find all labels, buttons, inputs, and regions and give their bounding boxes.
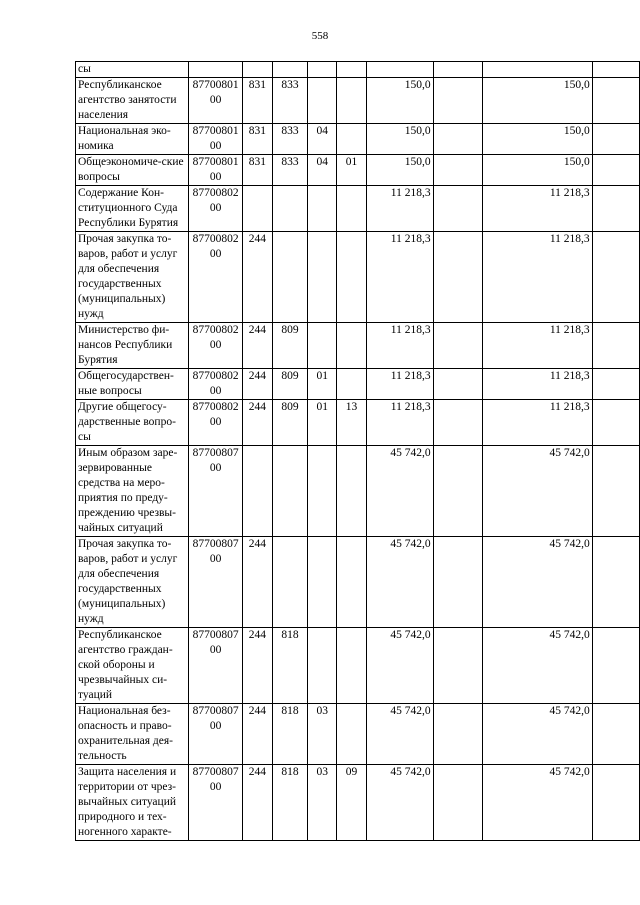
row-section-cell: 01 <box>308 369 337 400</box>
row-sum-total-cell: 11 218,3 <box>483 186 592 232</box>
row-empty-cell <box>433 446 483 537</box>
table-row <box>76 124 640 155</box>
row-sum-total-cell: 11 218,3 <box>483 232 592 323</box>
row-code-cell <box>189 62 243 78</box>
row-section-cell <box>308 232 337 323</box>
code-line-suffix: 00 <box>209 248 222 260</box>
row-sum-cell: 11 218,3 <box>366 400 433 446</box>
row-grbs-cell: 818 <box>272 704 307 765</box>
row-section-cell <box>308 186 337 232</box>
row-section-cell: 03 <box>308 765 337 841</box>
row-section-cell <box>308 62 337 78</box>
row-empty-cell <box>592 400 639 446</box>
table-row <box>76 78 640 124</box>
code-line-main: 87700802 <box>192 324 239 336</box>
row-name-cell: Республиканское агентство занятости населения <box>76 78 189 124</box>
row-code-cell <box>189 446 243 537</box>
row-grbs-cell <box>272 186 307 232</box>
budget-table-body <box>76 62 640 841</box>
row-grbs-cell: 833 <box>272 78 307 124</box>
row-vr-cell: 244 <box>242 369 272 400</box>
row-section-cell <box>308 446 337 537</box>
table-row <box>76 704 640 765</box>
row-vr-cell: 244 <box>242 704 272 765</box>
row-sum-cell: 11 218,3 <box>366 232 433 323</box>
row-subsection-cell <box>337 446 366 537</box>
page-number: 558 <box>311 30 329 42</box>
row-subsection-cell <box>337 628 366 704</box>
row-sum-cell: 11 218,3 <box>366 323 433 369</box>
row-sum-cell: 150,0 <box>366 78 433 124</box>
row-grbs-cell: 809 <box>272 369 307 400</box>
row-empty-cell <box>592 186 639 232</box>
row-sum-total-cell: 150,0 <box>483 78 592 124</box>
row-empty-cell <box>592 765 639 841</box>
row-code-cell <box>189 232 243 323</box>
row-empty-cell <box>592 62 639 78</box>
code-line-suffix: 00 <box>209 385 222 397</box>
row-empty-cell <box>433 628 483 704</box>
row-section-cell <box>308 537 337 628</box>
row-name-cell: Национальная без-опасность и право-охранительная дея-тельность <box>76 704 189 765</box>
code-line-suffix: 00 <box>209 140 222 152</box>
row-sum-total-cell <box>483 62 592 78</box>
table-row <box>76 186 640 232</box>
row-sum-cell: 11 218,3 <box>366 369 433 400</box>
row-vr-cell: 831 <box>242 124 272 155</box>
table-row <box>76 369 640 400</box>
row-vr-cell: 244 <box>242 400 272 446</box>
code-line-suffix: 00 <box>209 720 222 732</box>
row-code-cell <box>189 155 243 186</box>
code-line-main: 87700801 <box>192 79 239 91</box>
row-empty-cell <box>433 62 483 78</box>
budget-table <box>75 61 640 841</box>
row-empty-cell <box>592 628 639 704</box>
row-section-cell: 04 <box>308 155 337 186</box>
row-subsection-cell: 09 <box>337 765 366 841</box>
row-grbs-cell: 809 <box>272 400 307 446</box>
row-empty-cell <box>433 186 483 232</box>
code-line-suffix: 00 <box>209 644 222 656</box>
row-empty-cell <box>592 704 639 765</box>
row-vr-cell: 244 <box>242 232 272 323</box>
row-empty-cell <box>592 124 639 155</box>
table-row <box>76 765 640 841</box>
row-name-cell: Общеэкономиче-ские вопросы <box>76 155 189 186</box>
row-sum-cell: 45 742,0 <box>366 537 433 628</box>
row-vr-cell: 831 <box>242 78 272 124</box>
row-sum-cell: 150,0 <box>366 155 433 186</box>
row-code-cell <box>189 628 243 704</box>
row-empty-cell <box>433 323 483 369</box>
row-empty-cell <box>592 323 639 369</box>
row-empty-cell <box>433 369 483 400</box>
row-code-cell <box>189 765 243 841</box>
code-line-suffix: 00 <box>209 171 222 183</box>
row-subsection-cell <box>337 78 366 124</box>
code-line-main: 87700802 <box>192 401 239 413</box>
table-row <box>76 155 640 186</box>
code-line-suffix: 00 <box>209 94 222 106</box>
row-name-cell: Министерство фи-нансов Республики Бурятия <box>76 323 189 369</box>
row-empty-cell <box>592 155 639 186</box>
code-line-main: 87700802 <box>192 233 239 245</box>
table-row <box>76 537 640 628</box>
row-name-cell: Содержание Кон-ституционного Суда Республики Бурятия <box>76 186 189 232</box>
row-subsection-cell: 01 <box>337 155 366 186</box>
row-sum-total-cell: 150,0 <box>483 124 592 155</box>
row-subsection-cell <box>337 704 366 765</box>
row-code-cell <box>189 124 243 155</box>
row-section-cell <box>308 323 337 369</box>
row-subsection-cell <box>337 369 366 400</box>
code-line-main: 87700807 <box>192 629 239 641</box>
row-empty-cell <box>592 446 639 537</box>
row-section-cell <box>308 78 337 124</box>
row-name-cell: Иным образом заре-зервированные средства на меро-приятия по преду-преждению чрезвы-чайных ситуаций <box>76 446 189 537</box>
table-row <box>76 62 640 78</box>
row-empty-cell <box>433 232 483 323</box>
row-name-cell: Общегосударствен-ные вопросы <box>76 369 189 400</box>
row-empty-cell <box>433 400 483 446</box>
table-row <box>76 446 640 537</box>
row-grbs-cell: 818 <box>272 628 307 704</box>
row-sum-cell: 45 742,0 <box>366 446 433 537</box>
row-sum-cell: 45 742,0 <box>366 704 433 765</box>
code-line-suffix: 00 <box>209 202 222 214</box>
row-empty-cell <box>433 124 483 155</box>
table-row <box>76 323 640 369</box>
code-line-main: 87700802 <box>192 370 239 382</box>
row-name-cell: Прочая закупка то-варов, работ и услуг для обеспечения государственных (муниципальных) нужд <box>76 537 189 628</box>
code-line-main: 87700801 <box>192 125 239 137</box>
row-code-cell <box>189 323 243 369</box>
row-subsection-cell: 13 <box>337 400 366 446</box>
row-sum-cell: 11 218,3 <box>366 186 433 232</box>
code-line-main: 87700807 <box>192 766 239 778</box>
code-line-main: 87700802 <box>192 187 239 199</box>
row-empty-cell <box>592 78 639 124</box>
row-sum-total-cell: 45 742,0 <box>483 446 592 537</box>
code-line-main: 87700807 <box>192 447 239 459</box>
row-subsection-cell <box>337 537 366 628</box>
row-code-cell <box>189 186 243 232</box>
row-vr-cell: 831 <box>242 155 272 186</box>
row-subsection-cell <box>337 124 366 155</box>
code-line-main: 87700801 <box>192 156 239 168</box>
row-name-cell: Прочая закупка то-варов, работ и услуг для обеспечения государственных (муниципальных) нужд <box>76 232 189 323</box>
row-grbs-cell: 809 <box>272 323 307 369</box>
row-code-cell <box>189 369 243 400</box>
code-line-suffix: 00 <box>209 416 222 428</box>
code-line-main: 87700807 <box>192 538 239 550</box>
row-name-cell: Национальная эко-номика <box>76 124 189 155</box>
row-sum-total-cell: 45 742,0 <box>483 628 592 704</box>
row-grbs-cell: 818 <box>272 765 307 841</box>
row-sum-total-cell: 11 218,3 <box>483 323 592 369</box>
row-vr-cell <box>242 446 272 537</box>
row-section-cell: 03 <box>308 704 337 765</box>
row-section-cell <box>308 628 337 704</box>
row-section-cell: 01 <box>308 400 337 446</box>
table-row <box>76 232 640 323</box>
row-grbs-cell: 833 <box>272 155 307 186</box>
row-vr-cell <box>242 186 272 232</box>
row-vr-cell: 244 <box>242 765 272 841</box>
row-subsection-cell <box>337 323 366 369</box>
row-empty-cell <box>592 232 639 323</box>
row-grbs-cell: 833 <box>272 124 307 155</box>
table-row <box>76 628 640 704</box>
row-vr-cell: 244 <box>242 628 272 704</box>
row-vr-cell: 244 <box>242 323 272 369</box>
row-vr-cell <box>242 62 272 78</box>
row-name-cell: Республиканское агентство граждан-ской обороны и чрезвычайных си-туаций <box>76 628 189 704</box>
row-sum-total-cell: 45 742,0 <box>483 537 592 628</box>
row-sum-total-cell: 150,0 <box>483 155 592 186</box>
code-line-suffix: 00 <box>209 339 222 351</box>
row-grbs-cell <box>272 446 307 537</box>
code-line-suffix: 00 <box>209 553 222 565</box>
row-name-cell: Защита населения и территории от чрез-вычайных ситуаций природного и тех-ногенного характе- <box>76 765 189 841</box>
row-grbs-cell <box>272 232 307 323</box>
row-code-cell <box>189 704 243 765</box>
row-grbs-cell <box>272 62 307 78</box>
code-line-suffix: 00 <box>209 781 222 793</box>
row-grbs-cell <box>272 537 307 628</box>
row-vr-cell: 244 <box>242 537 272 628</box>
row-code-cell <box>189 400 243 446</box>
row-sum-total-cell: 11 218,3 <box>483 369 592 400</box>
row-empty-cell <box>433 537 483 628</box>
row-name-cell: сы <box>76 62 189 78</box>
row-sum-total-cell: 11 218,3 <box>483 400 592 446</box>
row-sum-total-cell: 45 742,0 <box>483 765 592 841</box>
row-empty-cell <box>433 155 483 186</box>
row-sum-cell: 45 742,0 <box>366 765 433 841</box>
row-code-cell <box>189 537 243 628</box>
row-empty-cell <box>433 78 483 124</box>
row-sum-cell: 150,0 <box>366 124 433 155</box>
row-code-cell <box>189 78 243 124</box>
row-section-cell: 04 <box>308 124 337 155</box>
row-name-cell: Другие общегосу-дарственные вопро-сы <box>76 400 189 446</box>
row-subsection-cell <box>337 232 366 323</box>
row-sum-total-cell: 45 742,0 <box>483 704 592 765</box>
row-sum-cell <box>366 62 433 78</box>
row-empty-cell <box>592 537 639 628</box>
row-subsection-cell <box>337 62 366 78</box>
code-line-suffix: 00 <box>209 462 222 474</box>
code-line-main: 87700807 <box>192 705 239 717</box>
row-empty-cell <box>433 765 483 841</box>
table-row <box>76 400 640 446</box>
row-subsection-cell <box>337 186 366 232</box>
row-sum-cell: 45 742,0 <box>366 628 433 704</box>
row-empty-cell <box>592 369 639 400</box>
row-empty-cell <box>433 704 483 765</box>
